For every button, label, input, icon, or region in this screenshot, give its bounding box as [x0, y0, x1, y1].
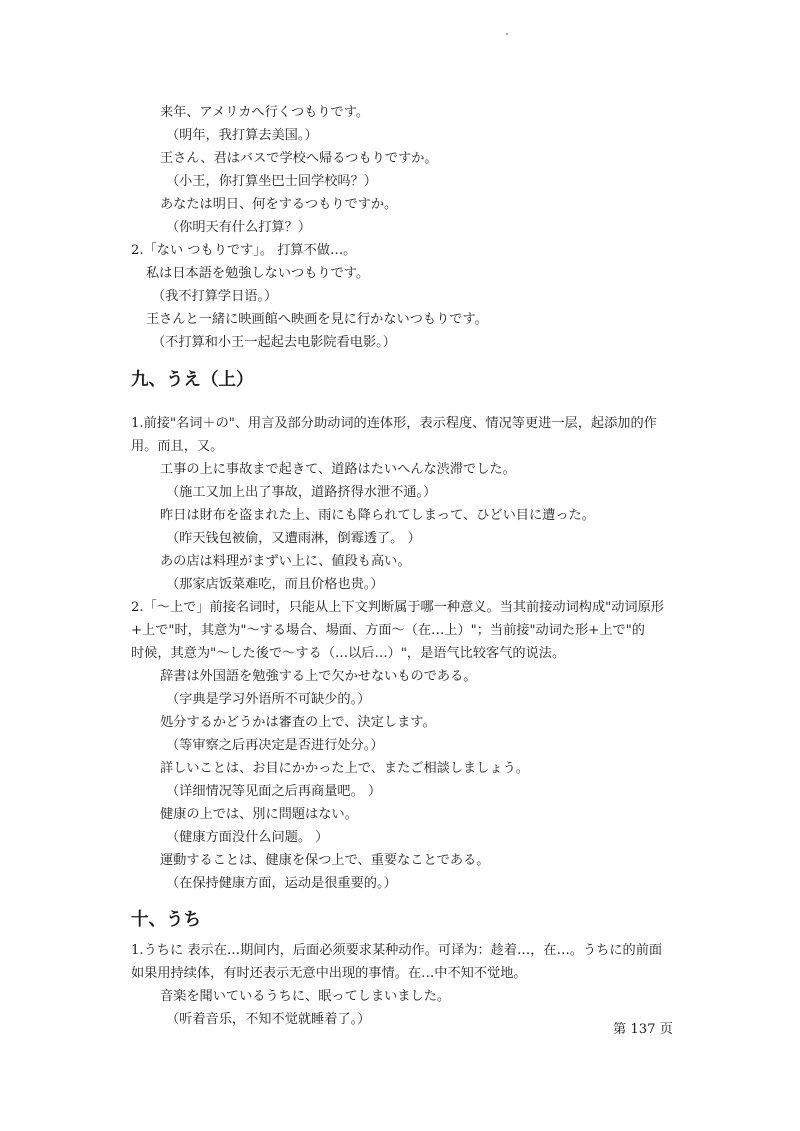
- example-translation: （施工又加上出了事故，道路挤得水泄不通。）: [166, 485, 437, 500]
- example-sentence: 音楽を聞いているうちに、眠ってしまいました。: [160, 989, 451, 1004]
- example-translation: （明年，我打算去美国。）: [166, 128, 318, 143]
- example-translation: （健康方面没什么问题。 ）: [166, 830, 329, 845]
- example-translation: （等审察之后再决定是否进行处分。）: [166, 738, 384, 753]
- numbered-point: 2.「ない つもりです」。 打算不做…。: [131, 243, 357, 258]
- page-number: 第 137 页: [613, 1022, 673, 1037]
- paragraph-line: 时候，其意为"～した後で～する（…以后…）"，是语气比较客气的说法。: [131, 646, 566, 661]
- example-sentence: 処分するかどうかは審査の上で、決定します。: [160, 715, 436, 730]
- section-heading: 十、うち: [131, 910, 201, 930]
- example-translation: （字典是学习外语所不可缺少的。）: [166, 692, 371, 707]
- example-sentence: 辞書は外国語を勉強する上で欠かせないものである。: [160, 669, 477, 684]
- numbered-point: 2.「～上で」前接名词时，只能从上下文判断属于哪一种意义。当其前接动词构成"动词原形: [131, 600, 664, 615]
- example-translation: （小王，你打算坐巴士回学校吗？）: [166, 174, 377, 189]
- example-sentence: 工事の上に事故まで起きて、道路はたいへんな渋滞でした。: [160, 462, 516, 477]
- scan-speck: [506, 33, 508, 35]
- paragraph-line: 如果用持续体，有时还表示无意中出现的事情。在…中不知不觉地。: [131, 966, 527, 981]
- example-sentence: 詳しいことは、お目にかかった上で、またご相談しましょう。: [160, 761, 529, 776]
- numbered-point: 1.うちに 表示在…期间内，后面必须要求某种动作。可译为：趁着…，在…。うちに的前面: [131, 943, 663, 958]
- example-translation: （我不打算学日语。）: [152, 289, 278, 304]
- example-translation: （在保持健康方面，运动是很重要的。）: [166, 876, 397, 891]
- example-sentence: あの店は料理がまずい上に、値段も高い。: [160, 554, 411, 569]
- example-sentence: 運動することは、健康を保つ上で、重要なことである。: [160, 853, 490, 868]
- example-translation: （不打算和小王一起起去电影院看电影。）: [152, 335, 396, 350]
- paragraph-line: 用。而且，又。: [131, 439, 224, 454]
- example-sentence: 健康の上では、別に問題はない。: [160, 807, 358, 822]
- example-sentence: あなたは明日、何をするつもりですか。: [160, 197, 398, 212]
- example-sentence: 王さんと一緒に映画館へ映画を見に行かないつもりです。: [146, 312, 488, 327]
- example-sentence: 私は日本語を勉強しないつもりです。: [146, 266, 370, 281]
- example-translation: （昨天钱包被偷，又遭雨淋，倒霉透了。 ）: [166, 531, 421, 546]
- example-translation: （那家店饭菜难吃，而且价格也贵。）: [166, 577, 384, 592]
- example-translation: （详细情况等见面之后再商量吧。 ）: [166, 784, 382, 799]
- paragraph-line: +上で"时，其意为"～する場合、場面、方面～（在…上）"；当前接"动词た形+上で"的: [131, 623, 645, 638]
- example-translation: （你明天有什么打算？）: [166, 220, 312, 235]
- example-sentence: 来年、アメリカへ行くつもりです。: [160, 105, 370, 120]
- section-heading: 九、うえ（上）: [131, 370, 254, 390]
- numbered-point: 1.前接"名词＋の"、用言及部分助动词的连体形，表示程度、情况等更进一层，起添加的作: [131, 416, 657, 431]
- example-sentence: 王さん、君はバスで学校へ帰るつもりですか。: [160, 151, 438, 166]
- example-sentence: 昨日は財布を盗まれた上、雨にも降られてしまって、ひどい目に遭った。: [160, 508, 595, 523]
- example-translation: （听着音乐，不知不觉就睡着了。）: [166, 1012, 371, 1027]
